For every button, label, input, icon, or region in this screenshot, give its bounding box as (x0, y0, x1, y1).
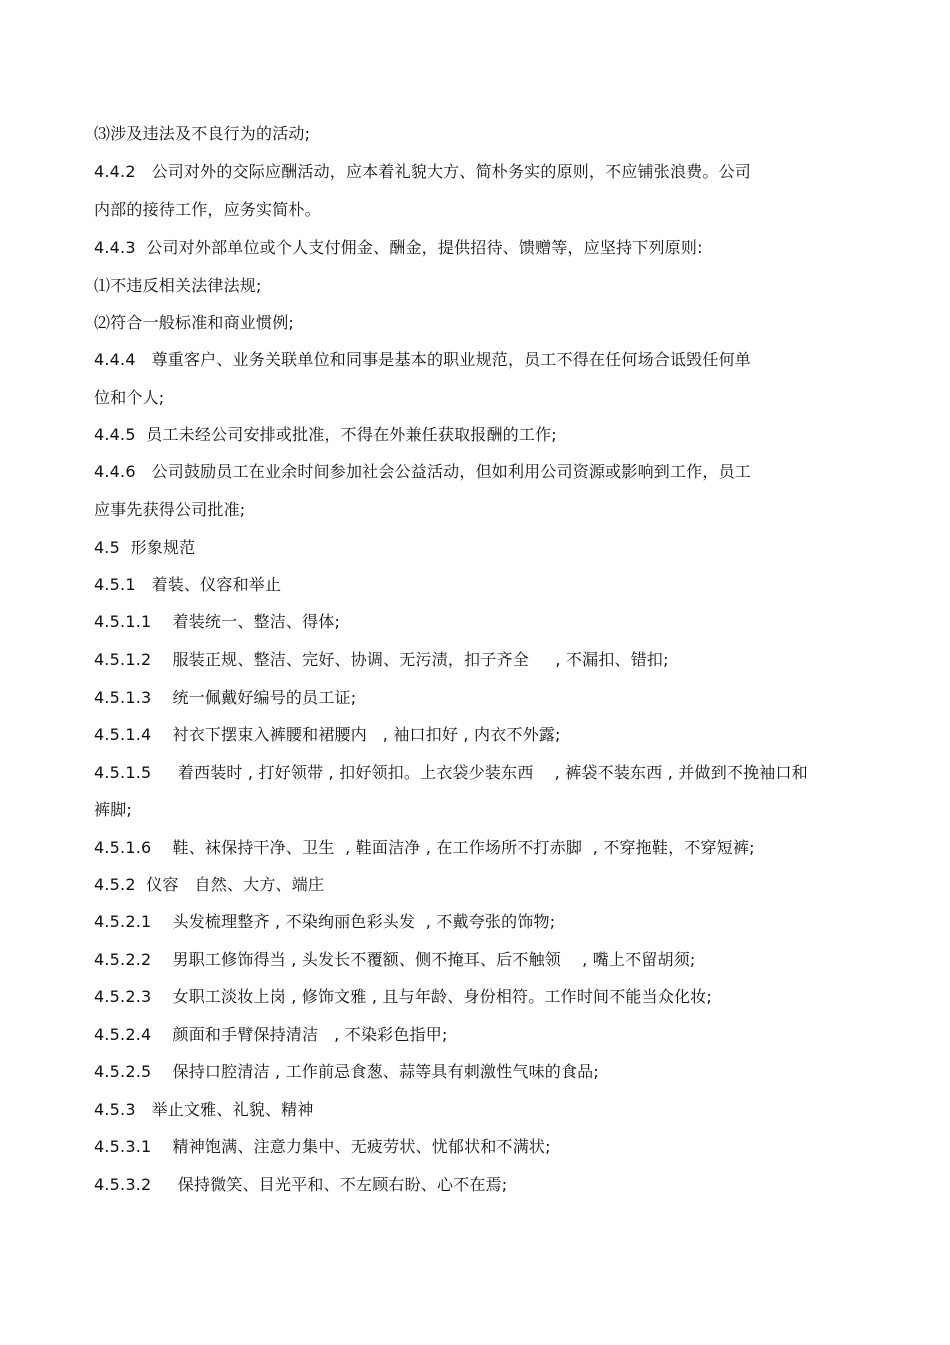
text-line: 4.4.5 员工未经公司安排或批准，不得在外兼任获取报酬的工作; (94, 425, 557, 444)
text-line: 4.5.2.5 保持口腔清洁 , 工作前忌食葱、蒜等具有刺激性气味的食品; (94, 1062, 599, 1081)
section-heading: 4.5.3 举止文雅、礼貌、精神 (94, 1100, 314, 1119)
text-line: 4.5.2.1 头发梳理整齐 , 不染绚丽色彩头发 , 不戴夸张的饰物; (94, 912, 556, 931)
section-heading: 4.5.2 仪容 自然、大方、端庄 (94, 875, 325, 894)
text-line: 4.4.2 公司对外的交际应酬活动，应本着礼貌大方、简朴务实的原则，不应铺张浪费。公司 (94, 162, 751, 181)
text-line: 4.5.1.5 着西装时 , 打好领带 , 扣好领扣。上衣袋少装东西 , 裤袋不装东西 , 并做到不挽袖口和 (94, 763, 808, 782)
text-line: 位和个人; (94, 388, 165, 407)
text-line: 4.5.1.2 服装正规、整洁、完好、协调、无污渍，扣子齐全 , 不漏扣、错扣; (94, 650, 669, 669)
text-line: 4.5.1.6 鞋、袜保持干净、卫生 , 鞋面洁净 , 在工作场所不打赤脚 , 不穿拖鞋，不穿短裤; (94, 838, 755, 857)
text-line: 4.5.2.2 男职工修饰得当 , 头发长不覆额、侧不掩耳、后不触领 , 嘴上不留胡须; (94, 950, 696, 969)
text-line: ⑵符合一般标准和商业惯例; (94, 313, 294, 332)
text-line: 4.5.1.1 着装统一、整洁、得体; (94, 612, 341, 631)
text-line: 4.4.3 公司对外部单位或个人支付佣金、酬金，提供招待、馈赠等，应坚持下列原则: (94, 238, 703, 257)
text-line: 4.5.1.3 统一佩戴好编号的员工证; (94, 688, 357, 707)
section-heading: 4.5 形象规范 (94, 538, 196, 557)
section-heading: 4.5.1 着装、仪容和举止 (94, 575, 282, 594)
text-line: ⑴不违反相关法律法规; (94, 276, 262, 295)
text-line: 4.4.4 尊重客户、业务关联单位和同事是基本的职业规范，员工不得在任何场合诋毁任何单 (94, 350, 751, 369)
text-line: 裤脚; (94, 800, 132, 819)
text-line: 4.5.1.4 衬衣下摆束入裤腰和裙腰内 , 袖口扣好 , 内衣不外露; (94, 725, 561, 744)
text-line: 内部的接待工作，应务实简朴。 (94, 200, 321, 219)
text-line: 4.5.2.4 颜面和手臂保持清洁 , 不染彩色指甲; (94, 1025, 448, 1044)
text-line: 4.5.2.3 女职工淡妆上岗 , 修饰文雅 , 且与年龄、身份相符。工作时间不能当众化妆; (94, 987, 713, 1006)
text-line: 4.4.6 公司鼓励员工在业余时间参加社会公益活动，但如利用公司资源或影响到工作，员工 (94, 462, 751, 481)
text-line: ⑶涉及违法及不良行为的活动; (94, 124, 311, 143)
text-line: 应事先获得公司批准; (94, 500, 246, 519)
text-line: 4.5.3.2 保持微笑、目光平和、不左顾右盼、心不在焉; (94, 1175, 508, 1194)
text-line: 4.5.3.1 精神饱满、注意力集中、无疲劳状、忧郁状和不满状; (94, 1137, 551, 1156)
